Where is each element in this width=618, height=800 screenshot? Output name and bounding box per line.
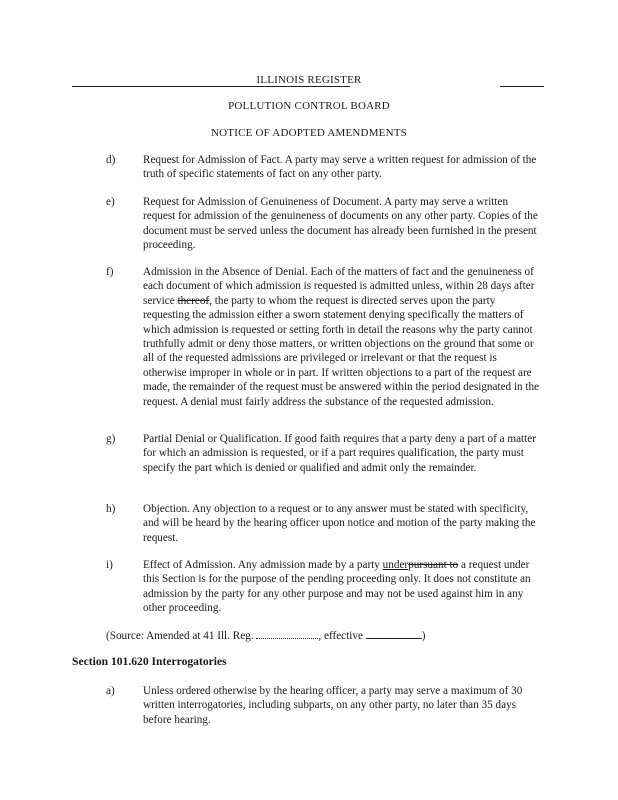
- paragraph-label-d: d): [106, 154, 116, 166]
- paragraph-i-struck-text: pursuant to: [408, 559, 459, 571]
- header-register: ILLINOIS REGISTER: [256, 74, 362, 86]
- paragraph-f-struck-text: thereof: [177, 294, 210, 307]
- header-rule-left: [72, 86, 350, 87]
- paragraph-d: Request for Admission of Fact. A party may serve a written request for admission of the truth of specific statements of fact on any other party.: [143, 154, 537, 181]
- paragraph-label-i: i): [106, 559, 113, 571]
- paragraph-i: [143, 558, 543, 616]
- header-board: POLLUTION CONTROL BOARD: [228, 100, 390, 112]
- source-note: [106, 628, 425, 643]
- paragraph-h: Objection. Any objection to a request or to any answer must be stated with specificity, and will be heard by the hearing officer upon notice and motion of the party making the request.: [143, 503, 536, 544]
- paragraph-label-a: a): [106, 685, 115, 697]
- paragraph-i-text-after: a request under this Section is for the purpose of the pending proceeding only. It does not constitute an admission by the party for any other purpose and may not be used against him in any other proceeding.: [143, 559, 531, 615]
- paragraph-label-f: f): [106, 266, 114, 278]
- source-prefix: (Source: Amended at 41 Ill. Reg.: [106, 630, 254, 642]
- section-title: Section 101.620 Interrogatories: [72, 655, 227, 668]
- header-rule-right: [500, 86, 544, 87]
- source-reg-blank: [256, 628, 318, 639]
- source-suffix: ): [421, 630, 426, 642]
- paragraph-g: Partial Denial or Qualification. If good faith requires that a party deny a part of a matter for which an admission is requested, or if a part requires qualification, the party must specify the part which is denied or qualified and admit only the remainder.: [143, 433, 536, 474]
- paragraph-e: Request for Admission of Genuineness of Document. A party may serve a written request for admission of the genuineness of documents on any other party. Copies of the document must be served unless the document has already been furnished in the present proceeding.: [143, 196, 538, 252]
- source-effective: , effective: [318, 630, 363, 642]
- header-notice: NOTICE OF ADOPTED AMENDMENTS: [211, 127, 407, 139]
- source-date-blank: [366, 628, 422, 639]
- paragraph-f: [143, 265, 543, 409]
- paragraph-label-g: g): [106, 433, 116, 445]
- paragraph-f-text-after: , the party to whom the request is directed serves upon the party requesting the admission either a sworn statement denying specifically the matters of which admission is requested or setting forth in detail the reasons why the party cannot truthfully admit or deny those matters, or written objections on the ground that some or all of the requested admissions are privileged or irrelevant or that the request is otherwise improper in whole or in part. If written objections to a part of the request are made, the remainder of the request must be answered within the period designated in the request. A denial must fairly address the substance of the requested admission.: [143, 294, 540, 408]
- paragraph-i-text-before: Effect of Admission. Any admission made by a party: [143, 559, 383, 571]
- paragraph-label-e: e): [106, 196, 115, 208]
- paragraph-a: Unless ordered otherwise by the hearing officer, a party may serve a maximum of 30 written interrogatories, including subparts, on any other party, no later than 35 days before hearing.: [143, 685, 523, 726]
- paragraph-label-h: h): [106, 503, 116, 515]
- paragraph-i-inserted-text: under: [382, 559, 409, 571]
- paragraph-f-text-before: Admission in the Absence of Denial. Each of the matters of fact and the genuineness of each document of which admission is requested is admitted unless, within 28 days after service: [143, 266, 535, 307]
